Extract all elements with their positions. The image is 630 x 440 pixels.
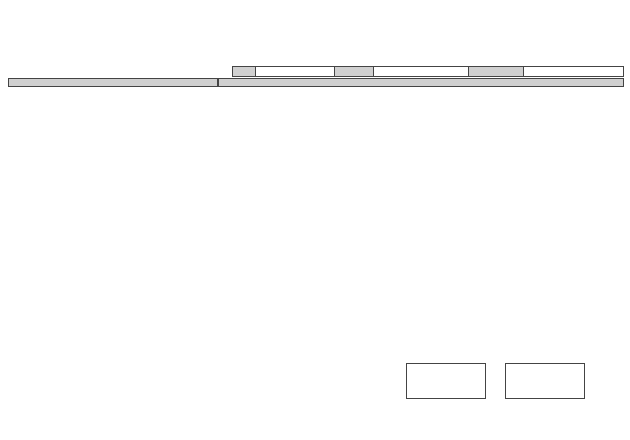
comp-box: [505, 363, 585, 399]
over60-box: [406, 363, 486, 399]
